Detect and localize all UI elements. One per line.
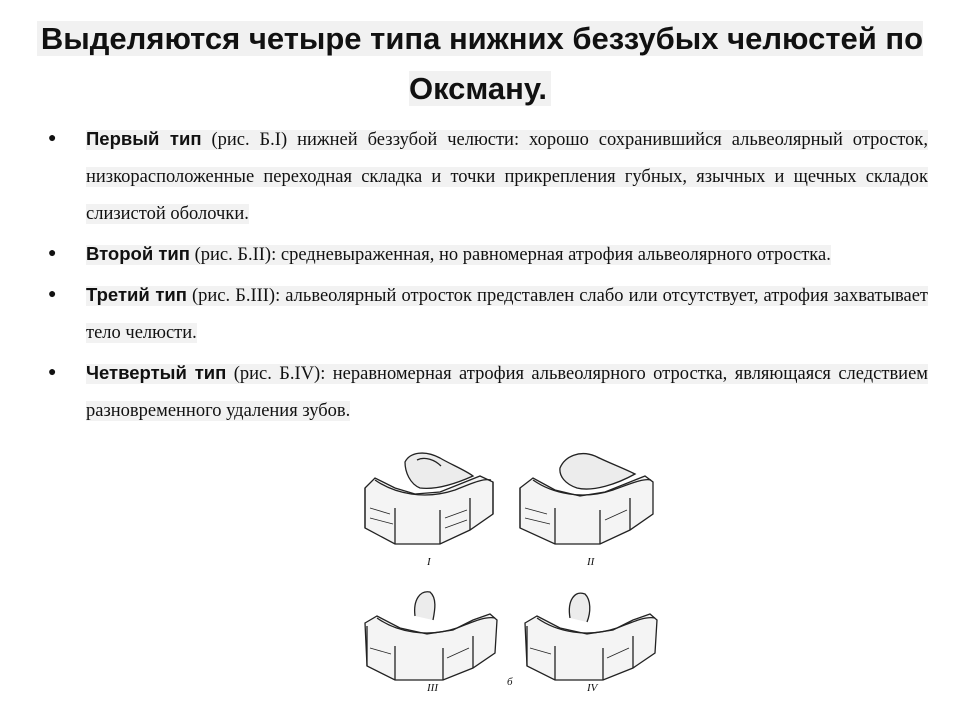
jaw-type-1-drawing	[365, 453, 493, 544]
figure-label-1: I	[427, 556, 431, 568]
bullet-icon: ●	[48, 131, 57, 146]
figure-label-3: III	[427, 682, 438, 694]
item-text: (рис. Б.II): средневыраженная, но равномерная атрофия альвеолярного отростка.	[189, 245, 831, 265]
bullet-icon: ●	[48, 365, 57, 380]
jaw-type-3-drawing	[365, 592, 497, 680]
item-term: Третий тип	[86, 284, 187, 305]
types-list	[40, 120, 928, 432]
figure-label-b: б	[507, 676, 513, 688]
list-item	[40, 276, 928, 352]
jaw-types-figure	[355, 448, 665, 716]
list-item	[40, 235, 928, 274]
item-text: (рис. Б.III): альвеолярный отросток представлен слабо или отсутствует, атрофия захватывает тело челюсти.	[86, 286, 929, 343]
bullet-icon: ●	[48, 246, 57, 261]
figure-label-2: II	[587, 556, 595, 568]
list-item	[40, 120, 928, 233]
item-term: Первый тип	[86, 128, 202, 149]
slide-title: Выделяются четыре типа нижних беззубых челюстей по Оксману.	[30, 14, 930, 114]
jaw-type-4-drawing	[525, 593, 657, 680]
jaw-type-2-drawing	[520, 454, 653, 544]
figure-label-4: IV	[587, 682, 598, 694]
item-term: Второй тип	[86, 243, 190, 264]
item-text: (рис. Б.I) нижней беззубой челюсти: хорошо сохранившийся альвеолярный отросток, низкорасположенные переходная складка и точки прикрепления губных, язычных и щечных складок слизистой оболочки.	[86, 130, 929, 224]
item-text: (рис. Б.IV): неравномерная атрофия альвеолярного отростка, являющаяся следствием разновременного удаления зубов.	[86, 364, 929, 421]
item-term: Четвертый тип	[86, 362, 227, 383]
list-item	[40, 354, 928, 430]
bullet-icon: ●	[48, 287, 57, 302]
